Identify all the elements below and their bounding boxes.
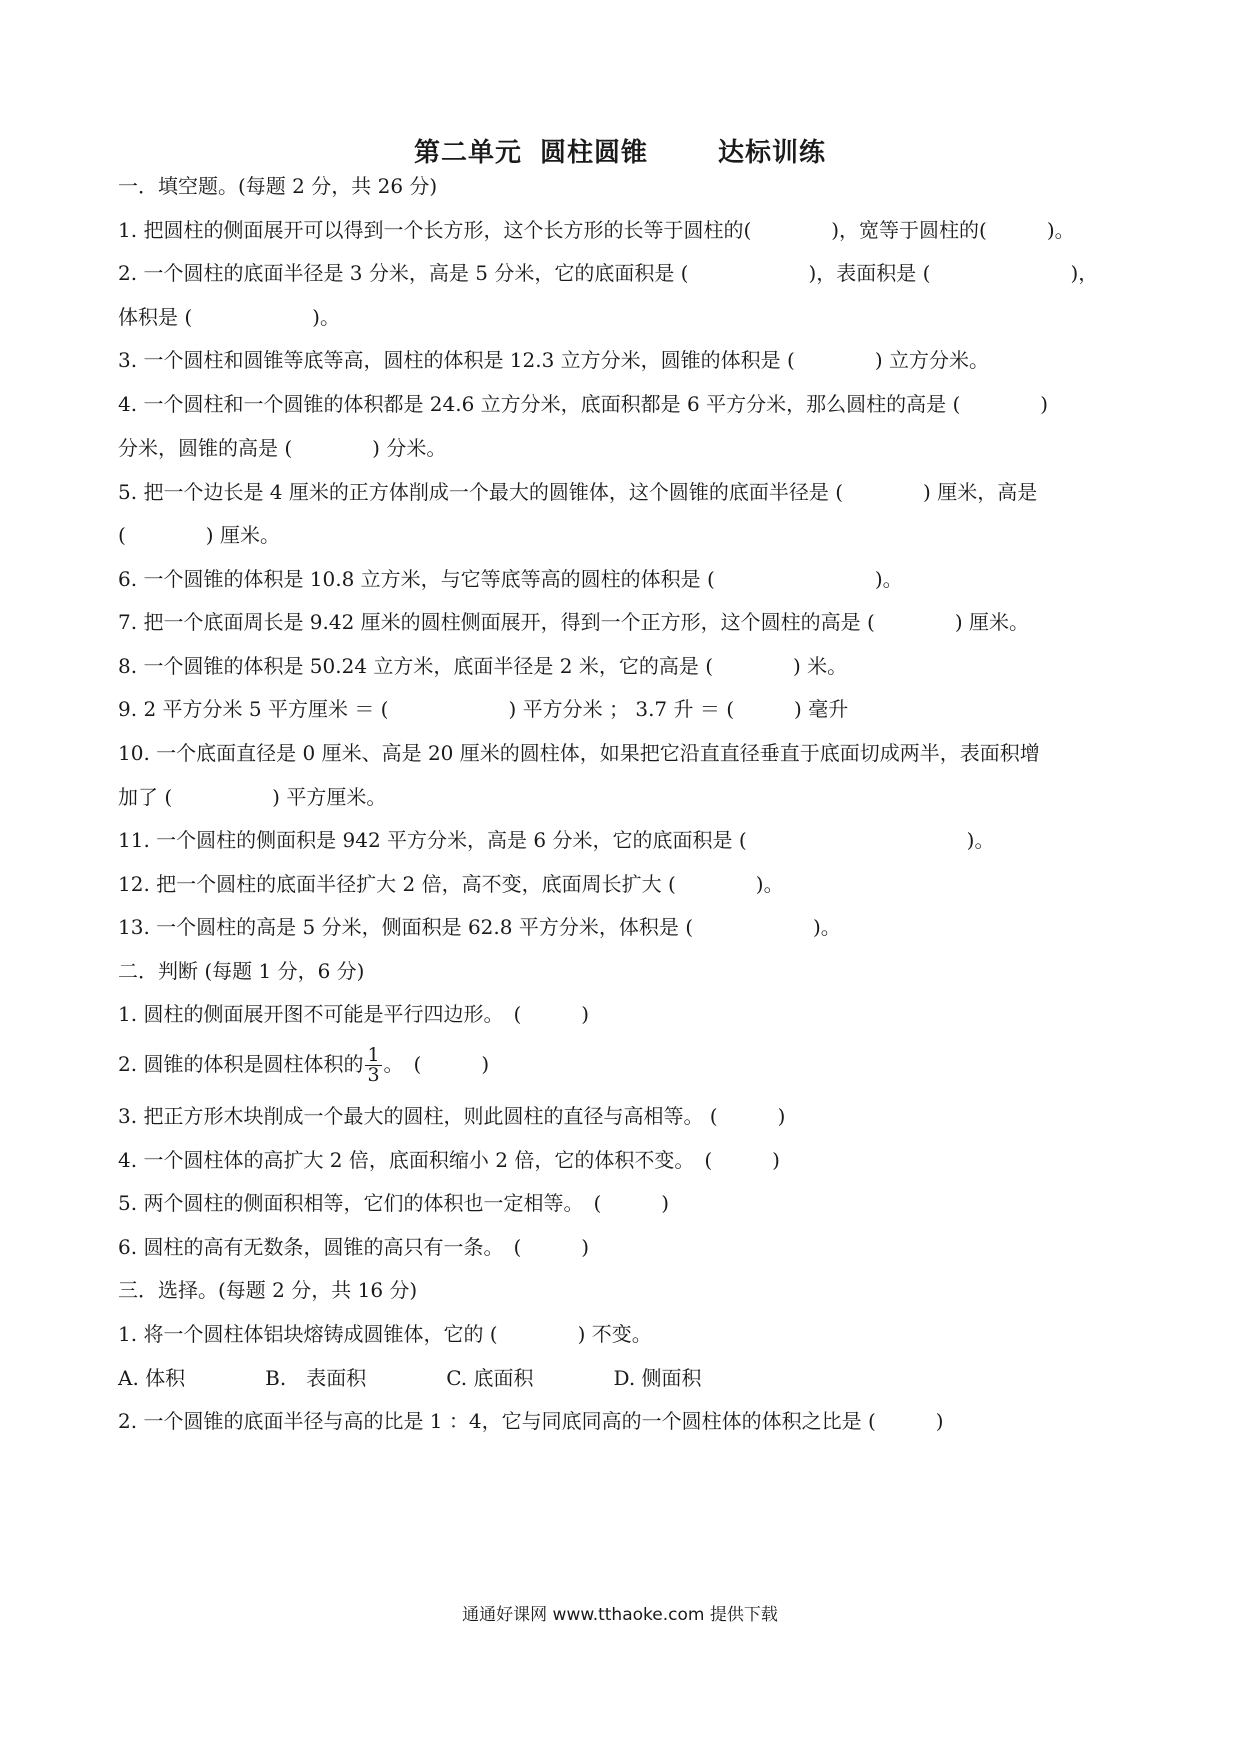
fill-question-1: 1. 把圆柱的侧面展开可以得到一个长方形，这个长方形的长等于圆柱的( )，宽等于圆柱的( )。 <box>118 218 1075 242</box>
judge-question-5: 5. 两个圆柱的侧面积相等，它们的体积也一定相等。 ( ) <box>118 1191 670 1215</box>
fill-question-6: 6. 一个圆锥的体积是 10.8 立方米，与它等底等高的圆柱的体积是 ( )。 <box>118 567 903 591</box>
judge-question-2 <box>118 1046 1128 1085</box>
judge-question-2-tail: 。 ( ) <box>383 1052 490 1076</box>
choice-question-2: 2. 一个圆锥的底面半径与高的比是 1 ：4，它与同底同高的一个圆柱体的体积之比是 ( ) <box>118 1409 944 1433</box>
judge-question-2-text: 2. 圆锥的体积是圆柱体积的 <box>118 1052 364 1076</box>
section1-heading: 一．填空题。(每题 2 分，共 26 分) <box>118 174 438 198</box>
judge-question-4: 4. 一个圆柱体的高扩大 2 倍，底面积缩小 2 倍，它的体积不变。 ( ) <box>118 1148 780 1172</box>
fill-question-10: 10. 一个底面直径是 0 厘米、高是 20 厘米的圆柱体，如果把它沿直直径垂直于底面切成两半，表面积增 <box>118 741 1040 765</box>
fill-question-2-cont: 体积是 ( )。 <box>118 305 340 329</box>
choice-question-1-options: A. 体积 B. 表面积 C. 底面积 D. 侧面积 <box>118 1366 702 1390</box>
fill-question-7: 7. 把一个底面周长是 9.42 厘米的圆柱侧面展开，得到一个正方形，这个圆柱的高是 ( ) 厘米。 <box>118 610 1030 634</box>
choice-question-1: 1. 将一个圆柱体铝块熔铸成圆锥体，它的 ( ) 不变。 <box>118 1322 652 1346</box>
title-training: 达标训练 <box>718 138 827 168</box>
fill-question-10-cont: 加了 ( ) 平方厘米。 <box>118 785 387 809</box>
fraction-denominator: 3 <box>367 1064 380 1086</box>
fill-question-5: 5. 把一个边长是 4 厘米的正方体削成一个最大的圆锥体，这个圆锥的底面半径是 ( ) 厘米，高是 <box>118 480 1038 504</box>
fill-question-11: 11. 一个圆柱的侧面积是 942 平方分米，高是 6 分米，它的底面积是 ( )。 <box>118 828 995 852</box>
section3-heading: 三．选择。(每题 2 分，共 16 分) <box>118 1278 418 1302</box>
fill-question-3: 3. 一个圆柱和圆锥等底等高，圆柱的体积是 12.3 立方分米，圆锥的体积是 ( ) 立方分米。 <box>118 348 990 372</box>
fill-question-5-cont: ( ) 厘米。 <box>118 523 280 547</box>
page-footer: 通通好课网 www.tthaoke.com 提供下载 <box>462 1605 778 1625</box>
judge-question-1: 1. 圆柱的侧面展开图不可能是平行四边形。 ( ) <box>118 1002 590 1026</box>
fill-question-4: 4. 一个圆柱和一个圆锥的体积都是 24.6 立方分米，底面积都是 6 平方分米，那么圆柱的高是 ( ) <box>118 392 1049 416</box>
title-unit: 第二单元 <box>413 138 522 168</box>
page-title <box>0 132 1240 169</box>
judge-question-6: 6. 圆柱的高有无数条，圆锥的高只有一条。 ( ) <box>118 1235 590 1259</box>
fill-question-12: 12. 把一个圆柱的底面半径扩大 2 倍，高不变，底面周长扩大 ( )。 <box>118 872 784 896</box>
fill-question-8: 8. 一个圆锥的体积是 50.24 立方米，底面半径是 2 米，它的高是 ( ) 米。 <box>118 654 848 678</box>
fraction-one-third <box>365 1046 381 1085</box>
fill-question-2: 2. 一个圆柱的底面半径是 3 分米，高是 5 分米，它的底面积是 ( )，表面积是 ( )， <box>118 261 1099 285</box>
fill-question-9: 9. 2 平方分米 5 平方厘米 ＝ ( ) 平方分米 ； 3.7 升 ＝ ( ) 毫升 <box>118 697 849 721</box>
title-topic: 圆柱圆锥 <box>539 138 648 168</box>
section2-heading: 二．判断 (每题 1 分，6 分) <box>118 959 365 983</box>
fraction-numerator: 1 <box>367 1044 380 1066</box>
fill-question-4-cont: 分米，圆锥的高是 ( ) 分米。 <box>118 436 447 460</box>
fill-question-13: 13. 一个圆柱的高是 5 分米，侧面积是 62.8 平方分米，体积是 ( )。 <box>118 915 841 939</box>
judge-question-3: 3. 把正方形木块削成一个最大的圆柱，则此圆柱的直径与高相等。 ( ) <box>118 1104 786 1128</box>
